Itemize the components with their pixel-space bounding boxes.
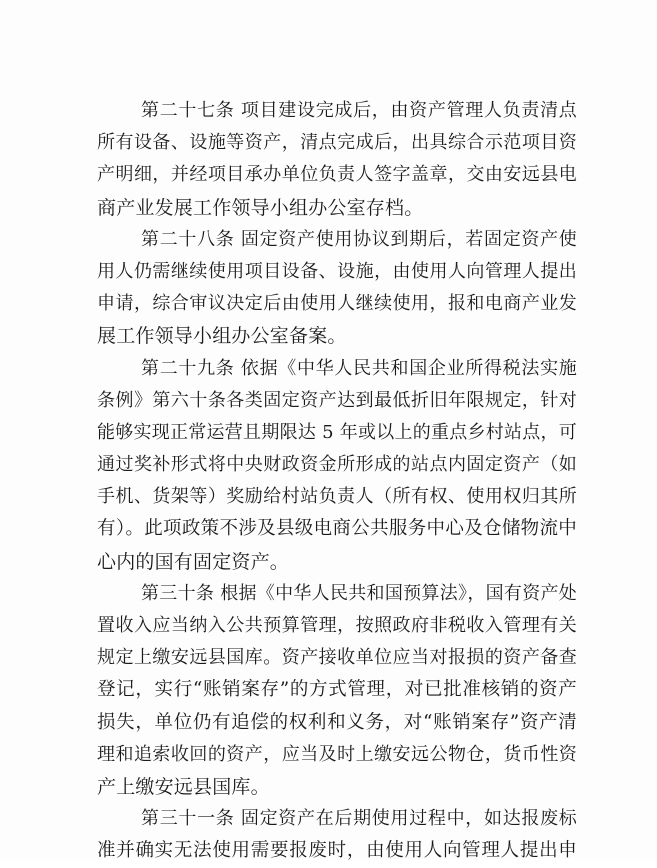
paragraph-30-line: 理和追索收回的资产，应当及时上缴安远公物仓，货币性资 <box>97 743 577 765</box>
paragraph-28-line: 展工作领导小组办公室备案。 <box>97 325 347 348</box>
paragraph-28-line: 第二十八条 固定资产使用协议到期后，若固定资产使 <box>141 228 577 250</box>
paragraph-31-line: 第三十一条 固定资产在后期使用过程中，如达报废标 <box>141 808 577 830</box>
paragraph-29-line: 手机、货架等）奖励给村站负责人（所有权、使用权归其所 <box>97 486 577 508</box>
paragraph-30-line: 登记，实行“账销案存”的方式管理，对已批准核销的资产 <box>97 679 577 701</box>
paragraph-27-line: 所有设备、设施等资产，清点完成后，出具综合示范项目资 <box>97 132 577 154</box>
paragraph-29-line: 条例》第六十条各类固定资产达到最低折旧年限规定，针对 <box>97 389 577 411</box>
paragraph-27-line: 商产业发展工作领导小组办公室存档。 <box>97 196 424 219</box>
paragraph-30-line: 产上缴安远县国库。 <box>97 775 270 798</box>
paragraph-29-line: 有）。此项政策不涉及县级电商公共服务中心及仓储物流中 <box>97 518 577 540</box>
paragraph-31-line: 准并确实无法使用需要报废时，由使用人向管理人提出申 <box>97 840 577 862</box>
paragraph-30-line: 规定上缴安远县国库。资产接收单位应当对报损的资产备查 <box>97 647 577 669</box>
paragraph-27-line: 产明细，并经项目承办单位负责人签字盖章，交由安远县电 <box>97 164 577 186</box>
paragraph-28-line: 申请，综合审议决定后由使用人继续使用，报和电商产业发 <box>97 293 577 315</box>
paragraph-29-line: 能够实现正常运营且期限达 5 年或以上的重点乡村站点，可 <box>97 421 577 443</box>
paragraph-30-line: 第三十条 根据《中华人民共和国预算法》，国有资产处 <box>141 582 577 604</box>
paragraph-29-line: 心内的国有固定资产。 <box>97 550 290 573</box>
paragraph-30-line: 置收入应当纳入公共预算管理，按照政府非税收入管理有关 <box>97 615 577 636</box>
paragraph-29-line: 通过奖补形式将中央财政资金所形成的站点内固定资产（如 <box>97 454 577 476</box>
paragraph-27-line: 第二十七条 项目建设完成后，由资产管理人负责清点 <box>141 100 577 121</box>
paragraph-29-line: 第二十九条 依据《中华人民共和国企业所得税法实施 <box>141 357 577 379</box>
document-body <box>97 95 577 868</box>
paragraph-28-line: 用人仍需继续使用项目设备、设施，由使用人向管理人提出 <box>97 260 577 282</box>
paragraph-30-line: 损失，单位仍有追偿的权利和义务，对“账销案存”资产清 <box>97 711 577 733</box>
